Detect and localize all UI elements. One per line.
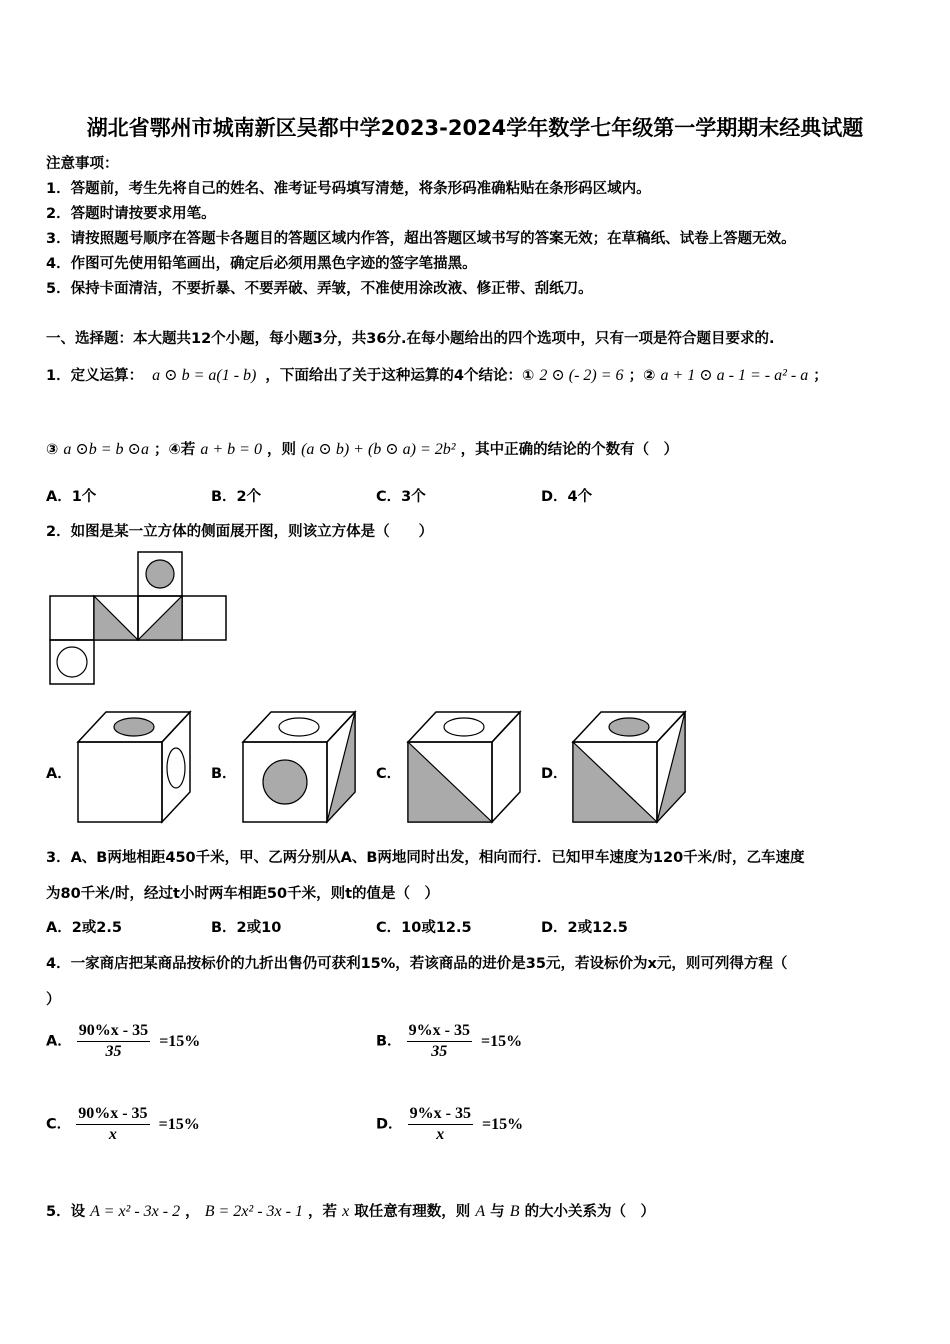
notice-item: 4．作图可先使用铅笔画出，确定后必须用黑色字迹的签字笔描黑。: [46, 256, 477, 272]
q1-definition: a ⊙ b = a(1 - b): [152, 367, 257, 384]
q1-text: ；④若: [154, 442, 196, 458]
question-3-line1: 3．A、B两地相距450千米，甲、乙两分别从A、B两地同时出发，相向而行．已知甲车速度为120千米/时，乙车速度: [46, 850, 805, 866]
q1-text: ③: [46, 442, 59, 458]
option-label: C．: [46, 1116, 72, 1133]
cube-option-d: [569, 708, 689, 826]
rhs: =15%: [159, 1032, 201, 1050]
option-label: D．: [376, 1116, 403, 1133]
fraction: [77, 1022, 150, 1061]
q5-var-a: A: [475, 1203, 486, 1220]
q5-var-b: B: [509, 1203, 520, 1220]
q3-option-b: B．2或10: [211, 920, 282, 936]
question-4-line2: ）: [46, 992, 61, 1008]
rhs: =15%: [158, 1115, 200, 1133]
question-3-line2: 为80千米/时，经过t小时两车相距50千米，则t的值是（ ）: [46, 886, 440, 902]
q5-expr-a: A = x² - 3x - 2: [90, 1203, 181, 1220]
numerator: 90%x - 35: [76, 1105, 149, 1125]
notice-item: 3．请按照题号顺序在答题卡各题目的答题区域内作答，超出答题区域书写的答案无效；在草稿纸、试卷上答题无效。: [46, 231, 796, 247]
notice-item: 2．答题时请按要求用笔。: [46, 206, 216, 222]
question-5: [46, 1200, 655, 1221]
rhs: =15%: [482, 1115, 524, 1133]
q5-text: 的大小关系为（ ）: [524, 1204, 656, 1220]
q1-text: ；: [813, 368, 828, 384]
q1-option-d: D．4个: [541, 489, 593, 505]
q1-option-a: A．1个: [46, 489, 97, 505]
q1-text: ，则: [267, 442, 297, 458]
cube-net-figure: [46, 550, 232, 688]
denominator: x: [108, 1126, 117, 1143]
q3-option-a: A．2或2.5: [46, 920, 122, 936]
q5-expr-b: B = 2x² - 3x - 1: [204, 1203, 303, 1220]
q2-option-a: A．: [46, 766, 72, 782]
q5-text: 与: [490, 1204, 505, 1220]
question-4-line1: 4．一家商店把某商品按标价的九折出售仍可获利15%，若该商品的进价是35元，若设标价为x元，则可列得方程（: [46, 956, 788, 972]
q1-option-c: C．3个: [376, 489, 426, 505]
q3-option-c: C．10或12.5: [376, 920, 472, 936]
question-1-line1: [46, 364, 828, 385]
q5-var-x: x: [342, 1203, 350, 1220]
q4-option-d: [376, 1105, 523, 1144]
q4-option-b: [376, 1022, 522, 1061]
q2-option-b: B．: [211, 766, 237, 782]
question-2: 2．如图是某一立方体的侧面展开图，则该立方体是（ ）: [46, 524, 434, 540]
q1-text: ，下面给出了关于这种运算的4个结论：①: [265, 368, 535, 384]
cube-option-a: [74, 708, 194, 826]
q1-text: 1．定义运算：: [46, 368, 144, 384]
q1-condition: a + b = 0: [200, 441, 262, 458]
q5-text: 取任意有理数，则: [354, 1204, 471, 1220]
rhs: =15%: [481, 1032, 523, 1050]
fraction: [408, 1105, 473, 1144]
numerator: 9%x - 35: [407, 1022, 472, 1042]
q1-option-b: B．2个: [211, 489, 262, 505]
numerator: 90%x - 35: [77, 1022, 150, 1042]
page-title: 湖北省鄂州市城南新区吴都中学2023-2024学年数学七年级第一学期期末经典试题: [86, 116, 864, 140]
q5-text: ，: [185, 1204, 200, 1220]
notice-item: 5．保持卡面清洁，不要折暴、不要弄破、弄皱，不准使用涂改液、修正带、刮纸刀。: [46, 281, 593, 297]
notice-heading: 注意事项：: [46, 156, 119, 172]
q5-text: ，若: [308, 1204, 338, 1220]
denominator: 35: [431, 1043, 448, 1060]
q1-conclusion-1: 2 ⊙ (- 2) = 6: [539, 367, 624, 384]
q1-text: ；②: [628, 368, 656, 384]
option-label: A．: [46, 1033, 72, 1050]
option-label: B．: [376, 1033, 402, 1050]
fraction: [407, 1022, 472, 1061]
q1-conclusion-2: a + 1 ⊙ a - 1 = - a² - a: [660, 367, 809, 384]
q5-text: 5．设: [46, 1204, 86, 1220]
q4-option-c: [46, 1105, 200, 1144]
fraction: [76, 1105, 149, 1144]
q1-text: ，其中正确的结论的个数有（ ）: [460, 442, 679, 458]
question-1-line2: [46, 438, 678, 459]
numerator: 9%x - 35: [408, 1105, 473, 1125]
notice-item: 1．答题前，考生先将自己的姓名、准考证号码填写清楚，将条形码准确粘贴在条形码区域内。: [46, 181, 651, 197]
q1-conclusion-3: a ⊙b = b ⊙a: [63, 441, 149, 458]
denominator: x: [436, 1126, 445, 1143]
q2-option-d: D．: [541, 766, 568, 782]
section-heading: 一、选择题：本大题共12个小题，每小题3分，共36分.在每小题给出的四个选项中，只有一项是符合题目要求的.: [46, 331, 775, 347]
q2-option-c: C．: [376, 766, 402, 782]
q1-conclusion-4: (a ⊙ b) + (b ⊙ a) = 2b²: [301, 441, 456, 458]
q4-option-a: [46, 1022, 200, 1061]
denominator: 35: [105, 1043, 122, 1060]
cube-option-c: [404, 708, 524, 826]
q3-option-d: D．2或12.5: [541, 920, 628, 936]
cube-option-b: [239, 708, 359, 826]
